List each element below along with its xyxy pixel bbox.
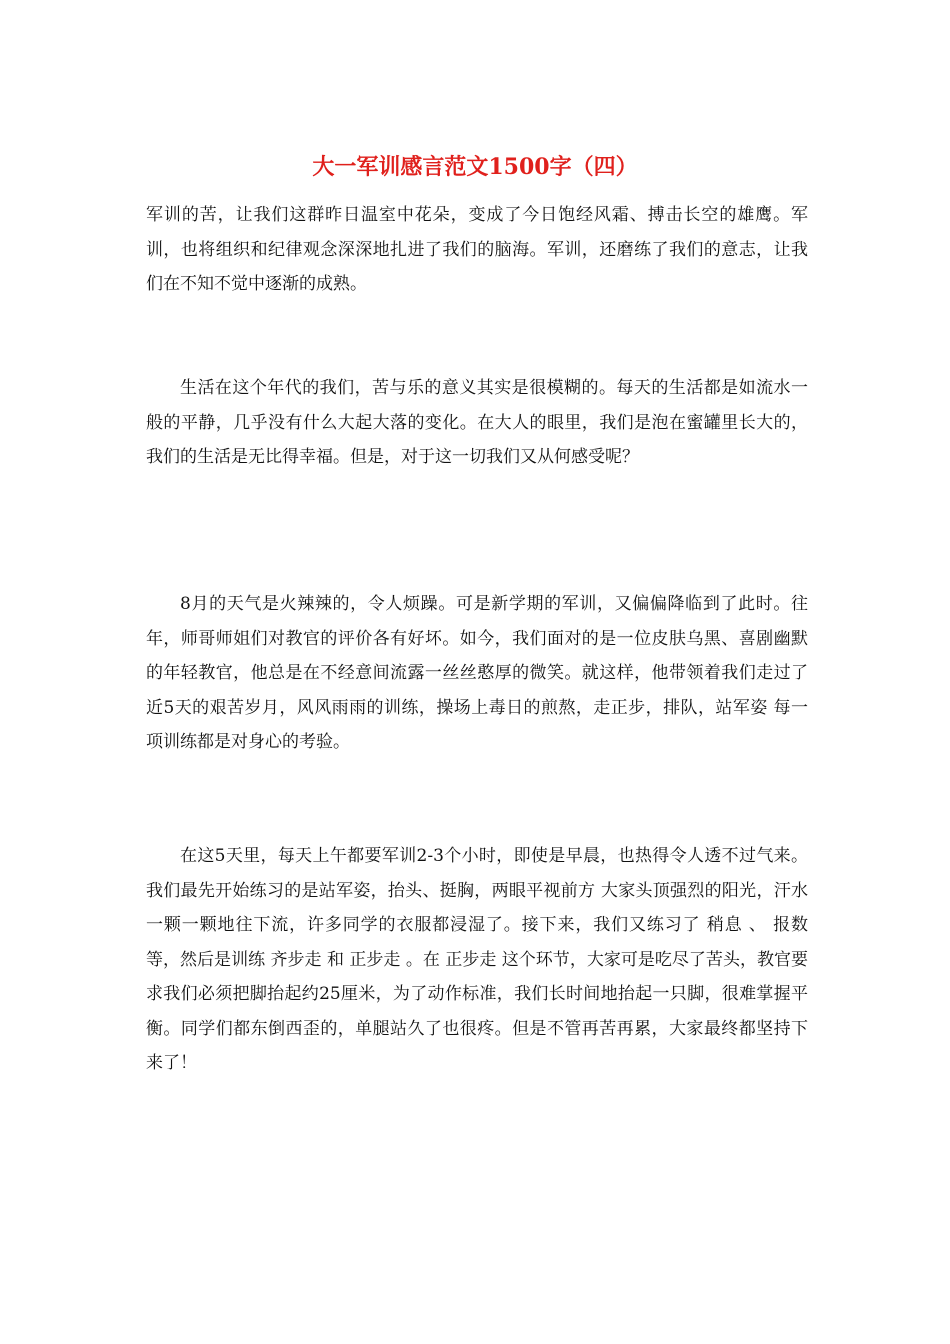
document-title: 大一军训感言范文1500字（四） — [312, 154, 638, 180]
paragraph-2: 生活在这个年代的我们，苦与乐的意义其实是很模糊的。每天的生活都是如流水一般的平静，几乎没有什么大起大落的变化。在大人的眼里，我们是泡在蜜罐里长大的，我们的生活是无比得幸福。但是，对于这一切我们又从何感受呢？ — [146, 378, 808, 467]
paragraph-1: 军训的苦，让我们这群昨日温室中花朵，变成了今日饱经风霜、搏击长空的雄鹰。军训，也将组织和纪律观念深深地扎进了我们的脑海。军训，还磨练了我们的意志，让我们在不知不觉中逐渐的成熟。 — [146, 205, 808, 294]
paragraph-3: 8月的天气是火辣辣的，令人烦躁。可是新学期的军训，又偏偏降临到了此时。往年，师哥师姐们对教官的评价各有好坏。如今，我们面对的是一位皮肤乌黑、喜剧幽默的年轻教官，他总是在不经意间流露一丝丝憨厚的微笑。就这样，他带领着我们走过了近5天的艰苦岁月，风风雨雨的训练，操场上毒日的煎熬，走正步，排队，站军姿 每一项训练都是对身心的考验。 — [146, 594, 808, 752]
paragraph-4: 在这5天里，每天上午都要军训2-3个小时，即使是早晨，也热得令人透不过气来。我们最先开始练习的是站军姿，抬头、挺胸，两眼平视前方 大家头顶强烈的阳光，汗水一颗一颗地往下流，许多同学的衣服都浸湿了。接下来，我们又练习了 稍息 、 报数 等，然后是训练 齐步走 和 正步走 。在 正步走 这个环节，大家可是吃尽了苦头，教官要求我们必须把脚抬起约25厘米，为了动作标准，我们长时间地抬起一只脚，很难掌握平衡。同学们都东倒西歪的，单腿站久了也很疼。但是不管再苦再累，大家最终都坚持下来了！ — [146, 846, 808, 1073]
